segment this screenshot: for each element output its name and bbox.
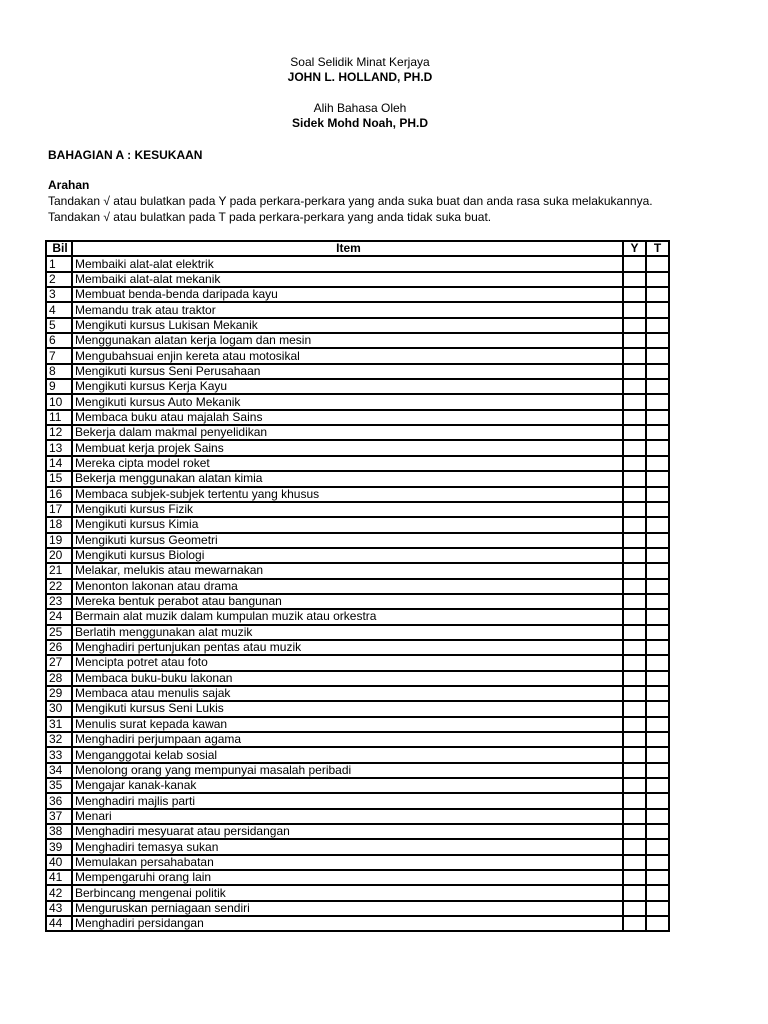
row-item: Memulakan persahabatan: [72, 855, 623, 870]
table-row: [46, 487, 669, 502]
answer-y-cell[interactable]: [623, 855, 646, 870]
row-item: Mengubahsuai enjin kereta atau motosikal: [72, 348, 623, 363]
row-item: Melakar, melukis atau mewarnakan: [72, 563, 623, 578]
table-row: [46, 778, 669, 793]
row-item: Menulis surat kepada kawan: [72, 717, 623, 732]
row-number: 15: [46, 471, 72, 486]
row-item: Menghadiri perjumpaan agama: [72, 732, 623, 747]
row-item: Bekerja dalam makmal penyelidikan: [72, 425, 623, 440]
row-number: 12: [46, 425, 72, 440]
table-row: [46, 348, 669, 363]
answer-y-cell[interactable]: [623, 732, 646, 747]
row-item: Menghadiri temasya sukan: [72, 839, 623, 854]
row-number: 9: [46, 379, 72, 394]
answer-t-cell[interactable]: [646, 425, 669, 440]
answer-t-cell[interactable]: [646, 885, 669, 900]
row-number: 3: [46, 287, 72, 302]
answer-t-cell[interactable]: [646, 333, 669, 348]
table-row: [46, 747, 669, 762]
row-number: 6: [46, 333, 72, 348]
header-t: T: [646, 241, 669, 256]
row-number: 26: [46, 640, 72, 655]
answer-t-cell[interactable]: [646, 272, 669, 287]
table-row: [46, 609, 669, 624]
answer-y-cell[interactable]: [623, 671, 646, 686]
row-item: Memandu trak atau traktor: [72, 302, 623, 317]
row-number: 34: [46, 763, 72, 778]
row-number: 23: [46, 594, 72, 609]
author-name: JOHN L. HOLLAND, PH.D: [287, 70, 433, 84]
row-number: 28: [46, 671, 72, 686]
answer-y-cell[interactable]: [623, 778, 646, 793]
answer-t-cell[interactable]: [646, 732, 669, 747]
row-item: Menari: [72, 809, 623, 824]
instructions-text: Tandakan √ atau bulatkan pada Y pada perkara-perkara yang anda suka buat dan anda rasa suka melakukannya. Tandakan √ atau bulatkan pada T pada perkara-perkara yang anda tidak suka buat.: [48, 194, 653, 224]
answer-t-cell[interactable]: [646, 548, 669, 563]
answer-t-cell[interactable]: [646, 533, 669, 548]
answer-y-cell[interactable]: [623, 717, 646, 732]
row-number: 1: [46, 256, 72, 271]
row-item: Menghadiri persidangan: [72, 916, 623, 931]
table-row: [46, 916, 669, 931]
row-item: Membaca atau menulis sajak: [72, 686, 623, 701]
row-item: Mengikuti kursus Seni Lukis: [72, 701, 623, 716]
answer-y-cell[interactable]: [623, 839, 646, 854]
table-row: [46, 517, 669, 532]
row-number: 5: [46, 318, 72, 333]
table-row: [46, 625, 669, 640]
answer-y-cell[interactable]: [623, 594, 646, 609]
answer-t-cell[interactable]: [646, 747, 669, 762]
answer-t-cell[interactable]: [646, 287, 669, 302]
row-item: Bekerja menggunakan alatan kimia: [72, 471, 623, 486]
table-row: [46, 824, 669, 839]
row-number: 2: [46, 272, 72, 287]
table-row: [46, 579, 669, 594]
answer-y-cell[interactable]: [623, 655, 646, 670]
row-number: 36: [46, 793, 72, 808]
answer-t-cell[interactable]: [646, 625, 669, 640]
answer-t-cell[interactable]: [646, 256, 669, 271]
table-row: [46, 287, 669, 302]
answer-t-cell[interactable]: [646, 487, 669, 502]
row-item: Mencipta potret atau foto: [72, 655, 623, 670]
answer-y-cell[interactable]: [623, 410, 646, 425]
row-item: Bermain alat muzik dalam kumpulan muzik atau orkestra: [72, 609, 623, 624]
table-row: [46, 318, 669, 333]
answer-t-cell[interactable]: [646, 579, 669, 594]
answer-y-cell[interactable]: [623, 456, 646, 471]
row-number: 17: [46, 502, 72, 517]
table-row: [46, 440, 669, 455]
row-number: 35: [46, 778, 72, 793]
row-number: 25: [46, 625, 72, 640]
row-number: 29: [46, 686, 72, 701]
table-row: [46, 302, 669, 317]
row-number: 10: [46, 394, 72, 409]
table-row: [46, 717, 669, 732]
row-item: Mereka bentuk perabot atau bangunan: [72, 594, 623, 609]
answer-y-cell[interactable]: [623, 640, 646, 655]
answer-y-cell[interactable]: [623, 533, 646, 548]
row-item: Menghadiri pertunjukan pentas atau muzik: [72, 640, 623, 655]
answer-y-cell[interactable]: [623, 272, 646, 287]
row-item: Mereka cipta model roket: [72, 456, 623, 471]
answer-t-cell[interactable]: [646, 901, 669, 916]
table-row: [46, 533, 669, 548]
answer-t-cell[interactable]: [646, 717, 669, 732]
answer-y-cell[interactable]: [623, 256, 646, 271]
row-item: Menguruskan perniagaan sendiri: [72, 901, 623, 916]
answer-t-cell[interactable]: [646, 410, 669, 425]
row-number: 20: [46, 548, 72, 563]
table-row: [46, 410, 669, 425]
table-row: [46, 594, 669, 609]
row-item: Berlatih menggunakan alat muzik: [72, 625, 623, 640]
answer-y-cell[interactable]: [623, 870, 646, 885]
answer-t-cell[interactable]: [646, 471, 669, 486]
answer-y-cell[interactable]: [623, 348, 646, 363]
translator-label: Alih Bahasa Oleh: [313, 101, 407, 115]
answer-t-cell[interactable]: [646, 655, 669, 670]
table-row: [46, 655, 669, 670]
answer-y-cell[interactable]: [623, 686, 646, 701]
answer-y-cell[interactable]: [623, 287, 646, 302]
answer-t-cell[interactable]: [646, 839, 669, 854]
instructions-heading: Arahan: [48, 178, 90, 192]
table-row: [46, 548, 669, 563]
header-bil: Bil: [46, 241, 72, 256]
answer-t-cell[interactable]: [646, 609, 669, 624]
answer-y-cell[interactable]: [623, 302, 646, 317]
answer-t-cell[interactable]: [646, 517, 669, 532]
table-row: [46, 855, 669, 870]
table-row: [46, 425, 669, 440]
answer-t-cell[interactable]: [646, 594, 669, 609]
answer-t-cell[interactable]: [646, 456, 669, 471]
row-item: Menganggotai kelab sosial: [72, 747, 623, 762]
table-row: [46, 809, 669, 824]
answer-y-cell[interactable]: [623, 517, 646, 532]
row-number: 22: [46, 579, 72, 594]
answer-t-cell[interactable]: [646, 440, 669, 455]
table-row: [46, 379, 669, 394]
answer-y-cell[interactable]: [623, 824, 646, 839]
answer-y-cell[interactable]: [623, 502, 646, 517]
answer-y-cell[interactable]: [623, 440, 646, 455]
row-number: 41: [46, 870, 72, 885]
table-row: [46, 272, 669, 287]
row-number: 16: [46, 487, 72, 502]
table-row: [46, 471, 669, 486]
row-number: 37: [46, 809, 72, 824]
row-number: 14: [46, 456, 72, 471]
answer-t-cell[interactable]: [646, 563, 669, 578]
answer-y-cell[interactable]: [623, 885, 646, 900]
answer-t-cell[interactable]: [646, 379, 669, 394]
answer-y-cell[interactable]: [623, 763, 646, 778]
row-item: Membaiki alat-alat elektrik: [72, 256, 623, 271]
table-row: [46, 456, 669, 471]
table-row: [46, 763, 669, 778]
answer-y-cell[interactable]: [623, 916, 646, 931]
answer-y-cell[interactable]: [623, 425, 646, 440]
answer-t-cell[interactable]: [646, 701, 669, 716]
row-item: Mengikuti kursus Biologi: [72, 548, 623, 563]
table-row: [46, 394, 669, 409]
answer-t-cell[interactable]: [646, 824, 669, 839]
answer-t-cell[interactable]: [646, 763, 669, 778]
table-row: [46, 901, 669, 916]
table-row: [46, 256, 669, 271]
row-item: Membaca subjek-subjek tertentu yang khusus: [72, 487, 623, 502]
answer-y-cell[interactable]: [623, 563, 646, 578]
row-number: 13: [46, 440, 72, 455]
row-item: Menggunakan alatan kerja logam dan mesin: [72, 333, 623, 348]
answer-t-cell[interactable]: [646, 302, 669, 317]
answer-t-cell[interactable]: [646, 778, 669, 793]
answer-y-cell[interactable]: [623, 701, 646, 716]
table-row: [46, 870, 669, 885]
answer-t-cell[interactable]: [646, 916, 669, 931]
row-number: 42: [46, 885, 72, 900]
row-item: Mengikuti kursus Lukisan Mekanik: [72, 318, 623, 333]
row-number: 8: [46, 364, 72, 379]
answer-y-cell[interactable]: [623, 809, 646, 824]
header-item: Item: [72, 241, 623, 256]
table-row: [46, 885, 669, 900]
row-number: 27: [46, 655, 72, 670]
row-number: 21: [46, 563, 72, 578]
row-number: 32: [46, 732, 72, 747]
row-item: Menolong orang yang mempunyai masalah peribadi: [72, 763, 623, 778]
answer-t-cell[interactable]: [646, 394, 669, 409]
answer-y-cell[interactable]: [623, 379, 646, 394]
row-number: 43: [46, 901, 72, 916]
doc-title: Soal Selidik Minat Kerjaya: [290, 55, 430, 69]
answer-t-cell[interactable]: [646, 855, 669, 870]
row-item: Mengikuti kursus Kimia: [72, 517, 623, 532]
header-y: Y: [623, 241, 646, 256]
row-item: Membaiki alat-alat mekanik: [72, 272, 623, 287]
row-item: Mengikuti kursus Fizik: [72, 502, 623, 517]
answer-t-cell[interactable]: [646, 318, 669, 333]
row-item: Mengajar kanak-kanak: [72, 778, 623, 793]
row-number: 18: [46, 517, 72, 532]
row-number: 24: [46, 609, 72, 624]
table-row: [46, 793, 669, 808]
row-number: 31: [46, 717, 72, 732]
table-row: [46, 839, 669, 854]
row-number: 30: [46, 701, 72, 716]
answer-y-cell[interactable]: [623, 318, 646, 333]
table-row: [46, 701, 669, 716]
row-item: Menghadiri majlis parti: [72, 793, 623, 808]
table-row: [46, 671, 669, 686]
row-number: 33: [46, 747, 72, 762]
answer-t-cell[interactable]: [646, 686, 669, 701]
row-item: Mengikuti kursus Auto Mekanik: [72, 394, 623, 409]
answer-y-cell[interactable]: [623, 394, 646, 409]
row-number: 39: [46, 839, 72, 854]
row-item: Menghadiri mesyuarat atau persidangan: [72, 824, 623, 839]
questionnaire-table: [45, 240, 670, 932]
row-item: Mengikuti kursus Kerja Kayu: [72, 379, 623, 394]
answer-y-cell[interactable]: [623, 747, 646, 762]
answer-t-cell[interactable]: [646, 502, 669, 517]
row-item: Mempengaruhi orang lain: [72, 870, 623, 885]
answer-t-cell[interactable]: [646, 870, 669, 885]
row-number: 7: [46, 348, 72, 363]
answer-t-cell[interactable]: [646, 640, 669, 655]
row-item: Mengikuti kursus Geometri: [72, 533, 623, 548]
row-item: Mengikuti kursus Seni Perusahaan: [72, 364, 623, 379]
answer-t-cell[interactable]: [646, 671, 669, 686]
answer-y-cell[interactable]: [623, 487, 646, 502]
answer-t-cell[interactable]: [646, 809, 669, 824]
row-item: Menonton lakonan atau drama: [72, 579, 623, 594]
answer-y-cell[interactable]: [623, 364, 646, 379]
section-title: BAHAGIAN A : KESUKAAN: [48, 148, 203, 162]
answer-y-cell[interactable]: [623, 625, 646, 640]
row-number: 40: [46, 855, 72, 870]
row-item: Membuat benda-benda daripada kayu: [72, 287, 623, 302]
row-number: 4: [46, 302, 72, 317]
answer-t-cell[interactable]: [646, 348, 669, 363]
answer-y-cell[interactable]: [623, 793, 646, 808]
row-number: 38: [46, 824, 72, 839]
row-number: 19: [46, 533, 72, 548]
answer-t-cell[interactable]: [646, 364, 669, 379]
table-row: [46, 563, 669, 578]
translator-name: Sidek Mohd Noah, PH.D: [291, 116, 428, 130]
answer-y-cell[interactable]: [623, 901, 646, 916]
answer-y-cell[interactable]: [623, 471, 646, 486]
row-item: Membaca buku-buku lakonan: [72, 671, 623, 686]
row-item: Membaca buku atau majalah Sains: [72, 410, 623, 425]
table-row: [46, 502, 669, 517]
row-number: 11: [46, 410, 72, 425]
answer-y-cell[interactable]: [623, 579, 646, 594]
table-row: [46, 732, 669, 747]
row-item: Membuat kerja projek Sains: [72, 440, 623, 455]
table-row: [46, 640, 669, 655]
table-row: [46, 686, 669, 701]
table-row: [46, 333, 669, 348]
answer-y-cell[interactable]: [623, 548, 646, 563]
answer-y-cell[interactable]: [623, 333, 646, 348]
table-header-row: [46, 241, 669, 256]
answer-y-cell[interactable]: [623, 609, 646, 624]
row-number: 44: [46, 916, 72, 931]
row-item: Berbincang mengenai politik: [72, 885, 623, 900]
table-row: [46, 364, 669, 379]
answer-t-cell[interactable]: [646, 793, 669, 808]
